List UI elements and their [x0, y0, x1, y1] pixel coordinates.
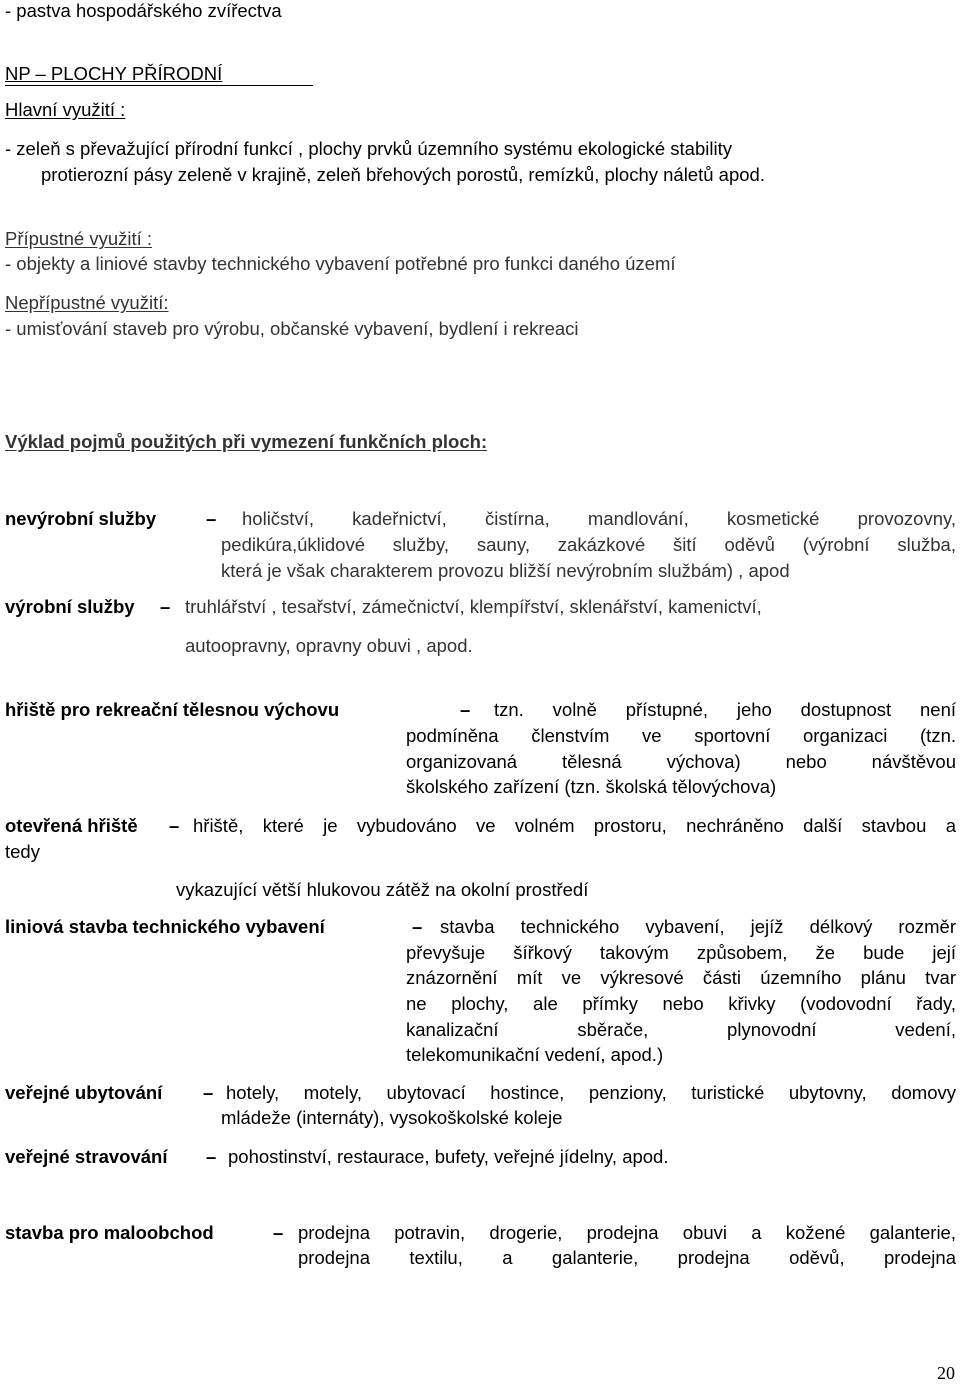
definition-text-retail-building-1: prodejna potravin, drogerie, prodejna obuvi a kožené galanterie, [298, 1222, 956, 1243]
definition-dash: – [206, 1146, 217, 1167]
allowed-use-line: - objekty a liniové stavby technického vybavení potřebné pro funkci daného území [5, 253, 676, 274]
definition-text-linear-infrastructure-2: převyšuje šířkový takovým způsobem, že bude její [406, 942, 956, 963]
definition-text-line [494, 701, 956, 720]
definition-text-line [406, 727, 956, 746]
definition-term-production-services: výrobní služby [5, 596, 135, 617]
definition-term-recreation-playground: hřiště pro rekreační tělesnou výchovu [5, 699, 340, 720]
definition-text-line [221, 536, 956, 555]
definition-text-linear-infrastructure-4: ne plochy, ale přímky nebo křivky (vodovodní řady, [406, 993, 956, 1014]
definition-text-line [406, 995, 956, 1014]
definition-text-line [406, 944, 956, 963]
definition-text-open-playground-1: hřiště, které je vybudováno ve volném prostoru, nechráněno další stavbou a [193, 815, 956, 836]
definition-dash: – [206, 508, 217, 529]
section-heading-np-text: NP – PLOCHY PŘÍRODNÍ [5, 63, 223, 84]
definition-text-line [242, 510, 956, 529]
definitions-heading: Výklad pojmů použitých při vymezení funkčních ploch: [5, 431, 488, 452]
definition-text-line [298, 1224, 956, 1243]
definition-text-recreation-playground-1: tzn. volně přístupné, jeho dostupnost není [494, 699, 956, 720]
definition-dash: – [169, 815, 180, 836]
definition-term-public-accommodation: veřejné ubytování [5, 1082, 163, 1103]
definition-text-linear-infrastructure-1: stavba technického vybavení, jejíž délkový rozměr [440, 916, 956, 937]
definition-text-line [298, 1249, 956, 1268]
section-heading-np [5, 65, 313, 86]
definition-text-line [226, 1084, 956, 1103]
main-use-line-2: protierozní pásy zeleně v krajině, zeleň břehových porostů, remízků, plochy náletů apod. [41, 164, 765, 185]
definition-dash: – [412, 916, 423, 937]
definition-text-open-playground-2: tedy [5, 841, 40, 862]
definition-text-line [193, 817, 956, 836]
definition-text-public-catering-1: pohostinství, restaurace, bufety, veřejné jídelny, apod. [228, 1146, 669, 1167]
definition-dash: – [203, 1082, 214, 1103]
page-number: 20 [937, 1363, 955, 1383]
definition-text-recreation-playground-4: školského zařízení (tzn. školská tělovýchova) [406, 776, 777, 797]
definition-text-production-services-1: truhlářství , tesařství, zámečnictví, klempířství, sklenářství, kamenictví, [185, 596, 762, 617]
definition-text-linear-infrastructure-3: znázornění mít ve výkresové části územního plánu tvar [406, 967, 956, 988]
definition-text-nonproduction-services-3: která je však charakterem provozu bližší nevýrobním službám) , apod [221, 560, 790, 581]
allowed-use-heading: Přípustné využití : [5, 228, 153, 249]
definition-text-public-accommodation-1: hotely, motely, ubytovací hostince, penziony, turistické ubytovny, domovy [226, 1082, 956, 1103]
definition-text-nonproduction-services-2: pedikúra,úklidové služby, sauny, zakázkové šití oděvů (výrobní služba, [221, 534, 956, 555]
definition-text-linear-infrastructure-6: telekomunikační vedení, apod.) [406, 1044, 664, 1065]
definition-text-linear-infrastructure-5: kanalizační sběrače, plynovodní vedení, [406, 1019, 956, 1040]
definition-term-open-playground: otevřená hřiště [5, 815, 138, 836]
main-use-line-1: - zeleň s převažující přírodní funkcí , plochy prvků územního systému ekologické stability [5, 138, 732, 159]
definition-text-retail-building-2: prodejna textilu, a galanterie, prodejna oděvů, prodejna [298, 1247, 956, 1268]
definition-text-line [406, 1021, 956, 1040]
definition-term-public-catering: veřejné stravování [5, 1146, 168, 1167]
definition-text-production-services-2: autoopravny, opravny obuvi , apod. [185, 635, 473, 656]
definition-text-recreation-playground-2: podmíněna členstvím ve sportovní organizaci (tzn. [406, 725, 956, 746]
definition-dash: – [460, 699, 471, 720]
forbidden-use-heading: Nepřípustné využití: [5, 292, 169, 313]
definition-term-linear-infrastructure: liniová stavba technického vybavení [5, 916, 325, 937]
definition-term-retail-building: stavba pro maloobchod [5, 1222, 214, 1243]
definition-text-public-accommodation-2: mládeže (internáty), vysokoškolské koleje [221, 1107, 563, 1128]
definition-text-open-playground-3: vykazující větší hlukovou zátěž na okolní prostředí [176, 879, 589, 900]
definition-dash: – [160, 596, 171, 617]
main-use-heading: Hlavní využití : [5, 99, 126, 120]
definition-dash: – [273, 1222, 284, 1243]
definition-text-line [406, 753, 956, 772]
definition-text-line [406, 969, 956, 988]
definition-text-line [440, 918, 956, 937]
definition-text-nonproduction-services-1: holičství, kadeřnictví, čistírna, mandlování, kosmetické provozovny, [242, 508, 956, 529]
definition-text-recreation-playground-3: organizovaná tělesná výchova) nebo návštěvou [406, 751, 956, 772]
text-line-livestock: - pastva hospodářského zvířectva [5, 0, 282, 21]
definition-term-nonproduction-services: nevýrobní služby [5, 508, 157, 529]
forbidden-use-line: - umisťování staveb pro výrobu, občanské vybavení, bydlení i rekreaci [5, 318, 579, 339]
